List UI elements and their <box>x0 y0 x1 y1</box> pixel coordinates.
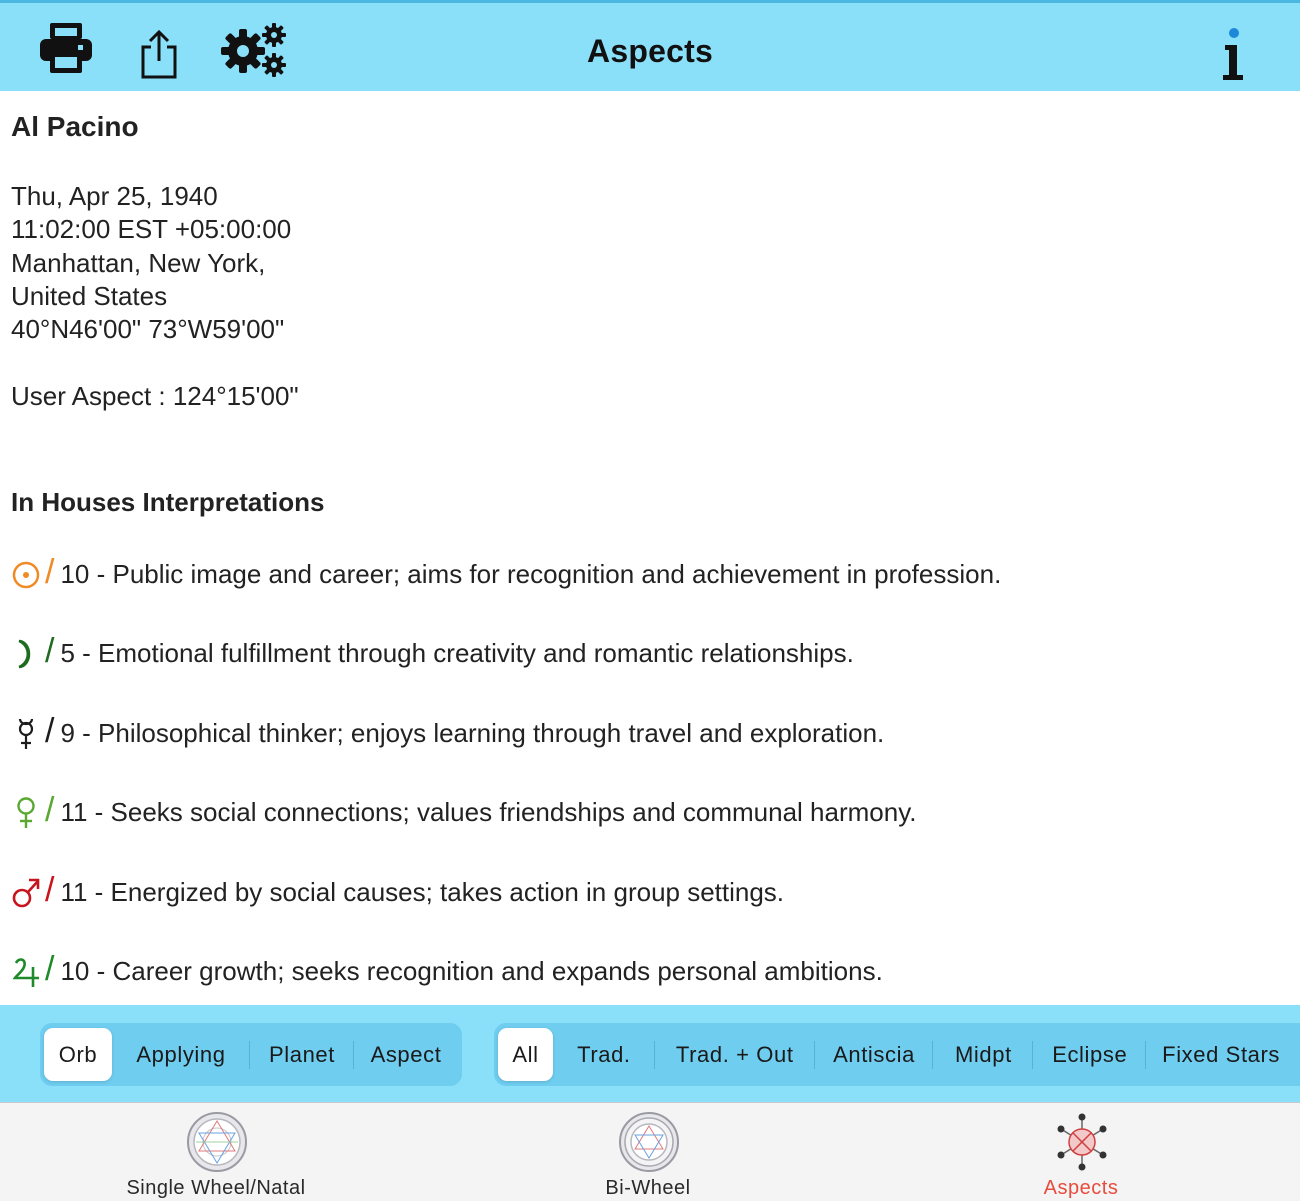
aspects-icon <box>1051 1111 1113 1173</box>
category-eclipse-button[interactable]: Eclipse <box>1033 1028 1146 1081</box>
person-name: Al Pacino <box>11 111 139 142</box>
interpretation-row <box>11 714 884 756</box>
interpretation-text: 9 - Philosophical thinker; enjoys learning through travel and exploration. <box>60 718 885 748</box>
tab-single-wheel-natal[interactable] <box>86 1103 346 1201</box>
category-all-button[interactable]: All <box>498 1028 553 1081</box>
birth-time: 11:02:00 EST +05:00:00 <box>11 214 292 244</box>
bottom-tab-bar <box>0 1102 1300 1201</box>
birth-place-city: Manhattan, New York, <box>11 248 266 278</box>
tab-label: Single Wheel/Natal <box>126 1177 306 1199</box>
filter-bar <box>0 1005 1300 1102</box>
separator-slash: / <box>45 553 55 591</box>
category-antiscia-button[interactable]: Antiscia <box>815 1028 934 1081</box>
category-fixed-stars-button[interactable]: Fixed Stars <box>1162 1041 1281 1067</box>
birth-place-country: United States <box>11 281 168 311</box>
interpretation-row <box>11 952 883 994</box>
interpretation-row <box>11 555 1001 597</box>
tab-label: Aspects <box>1043 1177 1119 1199</box>
venus-glyph-icon <box>11 796 41 830</box>
jupiter-glyph-icon <box>11 955 41 989</box>
interpretation-text: 10 - Career growth; seeks recognition and expands personal ambitions. <box>60 956 883 986</box>
tab-label: Bi-Wheel <box>605 1177 691 1199</box>
top-toolbar <box>0 0 1300 91</box>
category-trad-out-button[interactable]: Trad. + Out <box>655 1028 815 1081</box>
tab-bi-wheel[interactable] <box>518 1103 778 1201</box>
interpretation-row <box>11 793 917 835</box>
sort-applying-button[interactable]: Applying <box>112 1028 250 1081</box>
sort-segmented-control <box>40 1023 462 1086</box>
separator-slash: / <box>45 871 55 909</box>
mars-glyph-icon <box>11 876 41 910</box>
interpretation-row <box>11 873 784 915</box>
interpretation-text: 11 - Seeks social connections; values friendships and communal harmony. <box>60 797 917 827</box>
user-aspect: User Aspect : 124°15'00" <box>11 381 299 411</box>
bi-wheel-icon <box>618 1111 680 1173</box>
moon-glyph-icon <box>11 637 41 671</box>
separator-slash: / <box>45 712 55 750</box>
mercury-glyph-icon <box>11 717 41 751</box>
category-trad-button[interactable]: Trad. <box>553 1028 655 1081</box>
interpretation-row <box>11 634 854 676</box>
category-segmented-control <box>494 1023 1300 1086</box>
birth-coordinates: 40°N46'00" 73°W59'00" <box>11 314 285 344</box>
separator-slash: / <box>45 632 55 670</box>
info-icon[interactable] <box>1218 27 1248 83</box>
birth-date: Thu, Apr 25, 1940 <box>11 181 218 211</box>
sort-aspect-button[interactable]: Aspect <box>370 1041 442 1067</box>
interpretation-text: 10 - Public image and career; aims for recognition and achievement in profession. <box>60 559 1002 589</box>
category-midpt-button[interactable]: Midpt <box>933 1028 1033 1081</box>
separator-slash: / <box>45 791 55 829</box>
interpretation-text: 5 - Emotional fulfillment through creativity and romantic relationships. <box>60 638 854 668</box>
sun-glyph-icon <box>11 558 41 592</box>
page-title: Aspects <box>587 33 713 69</box>
section-heading: In Houses Interpretations <box>11 487 325 517</box>
sort-orb-button[interactable]: Orb <box>44 1028 112 1081</box>
sort-planet-button[interactable]: Planet <box>250 1028 354 1081</box>
tab-aspects[interactable] <box>951 1103 1211 1201</box>
separator-slash: / <box>45 950 55 988</box>
single-wheel-icon <box>186 1111 248 1173</box>
interpretation-text: 11 - Energized by social causes; takes action in group settings. <box>60 877 785 907</box>
